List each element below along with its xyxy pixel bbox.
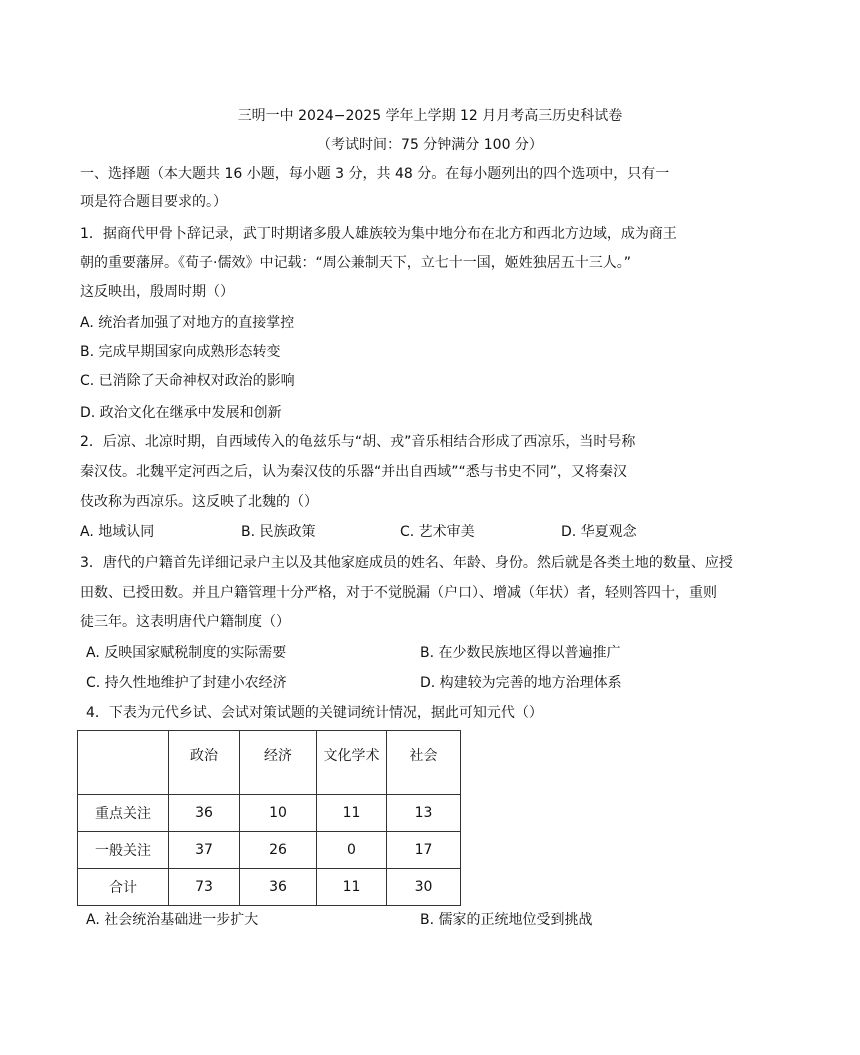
table-header-cell: 文化学术 <box>317 731 387 795</box>
exam-title: 三明一中 2024−2025 学年上学期 12 月月考高三历史科试卷 <box>237 108 623 124</box>
table-row <box>78 832 461 869</box>
table-row <box>78 869 461 906</box>
table-cell: 11 <box>317 795 387 832</box>
table-header-cell: 经济 <box>240 731 317 795</box>
q4-option-a[interactable]: A. 社会统治基础进一步扩大 <box>86 912 259 928</box>
section-heading-line2: 项是符合题目要求的。） <box>80 194 227 210</box>
section-heading-line1: 一、选择题（本大题共 16 小题，每小题 3 分，共 48 分。在每小题列出的四个选项中，只有一 <box>80 166 670 182</box>
table-header-cell: 社会 <box>387 731 461 795</box>
table-cell: 36 <box>240 869 317 906</box>
table-cell: 11 <box>317 869 387 906</box>
q2-stem-line3: 伎改称为西凉乐。这反映了北魏的（） <box>80 494 318 510</box>
q1-stem-line3: 这反映出，殷周时期（） <box>80 284 234 300</box>
q2-stem-line2: 秦汉伎。北魏平定河西之后，认为秦汉伎的乐器“并出自西域”“悉与书史不同”，又将秦汉 <box>80 464 628 480</box>
q1-stem-line1: 1．据商代甲骨卜辞记录，武丁时期诸多殷人雄族较为集中地分布在北方和西北方边域，成为商王 <box>80 226 677 242</box>
exam-subtitle: （考试时间：75 分钟满分 100 分） <box>317 137 543 153</box>
q1-option-b[interactable]: B. 完成早期国家向成熟形态转变 <box>80 344 281 360</box>
q3-stem-line2: 田数、已授田数。并且户籍管理十分严格，对于不觉脱漏（户口）、增减（年状）者，轻则答四十，重则 <box>80 585 717 601</box>
table-cell: 26 <box>240 832 317 869</box>
table-cell: 0 <box>317 832 387 869</box>
q2-option-c[interactable]: C. 艺术审美 <box>400 524 475 540</box>
table-cell: 合计 <box>78 869 169 906</box>
table-cell: 37 <box>169 832 240 869</box>
q3-option-d[interactable]: D. 构建较为完善的地方治理体系 <box>420 675 622 691</box>
table-row <box>78 795 461 832</box>
table-header-cell <box>78 731 169 795</box>
table-cell: 10 <box>240 795 317 832</box>
q2-option-d[interactable]: D. 华夏观念 <box>561 524 637 540</box>
table-cell: 30 <box>387 869 461 906</box>
table-cell: 重点关注 <box>78 795 169 832</box>
table-header-row <box>78 731 461 795</box>
table-cell: 13 <box>387 795 461 832</box>
table-header-cell: 政治 <box>169 731 240 795</box>
table-cell: 17 <box>387 832 461 869</box>
q3-option-b[interactable]: B. 在少数民族地区得以普遍推广 <box>420 645 621 661</box>
keyword-stats-table <box>77 730 461 906</box>
q3-option-c[interactable]: C. 持久性地维护了封建小农经济 <box>86 675 287 691</box>
table-cell: 36 <box>169 795 240 832</box>
q2-option-b[interactable]: B. 民族政策 <box>241 524 316 540</box>
q2-stem-line1: 2．后凉、北凉时期，自西域传入的龟兹乐与“胡、戎”音乐相结合形成了西凉乐，当时号称 <box>80 434 636 450</box>
table-cell: 73 <box>169 869 240 906</box>
q3-option-a[interactable]: A. 反映国家赋税制度的实际需要 <box>86 645 287 661</box>
q4-stem: 4．下表为元代乡试、会试对策试题的关键词统计情况，据此可知元代（） <box>86 705 543 721</box>
table-cell: 一般关注 <box>78 832 169 869</box>
q1-option-a[interactable]: A. 统治者加强了对地方的直接掌控 <box>80 315 295 331</box>
q2-option-a[interactable]: A. 地域认同 <box>80 524 155 540</box>
q1-stem-line2: 朝的重要藩屏。《荀子·儒效》中记载：“周公兼制天下，立七十一国，姬姓独居五十三人。” <box>80 255 631 271</box>
q3-stem-line1: 3．唐代的户籍首先详细记录户主以及其他家庭成员的姓名、年龄、身份。然后就是各类土地的数量、应授 <box>80 555 733 571</box>
q3-stem-line3: 徒三年。这表明唐代户籍制度（） <box>80 614 290 630</box>
q1-option-d[interactable]: D. 政治文化在继承中发展和创新 <box>80 405 282 421</box>
q1-option-c[interactable]: C. 已消除了天命神权对政治的影响 <box>80 373 295 389</box>
q4-option-b[interactable]: B. 儒家的正统地位受到挑战 <box>420 912 593 928</box>
